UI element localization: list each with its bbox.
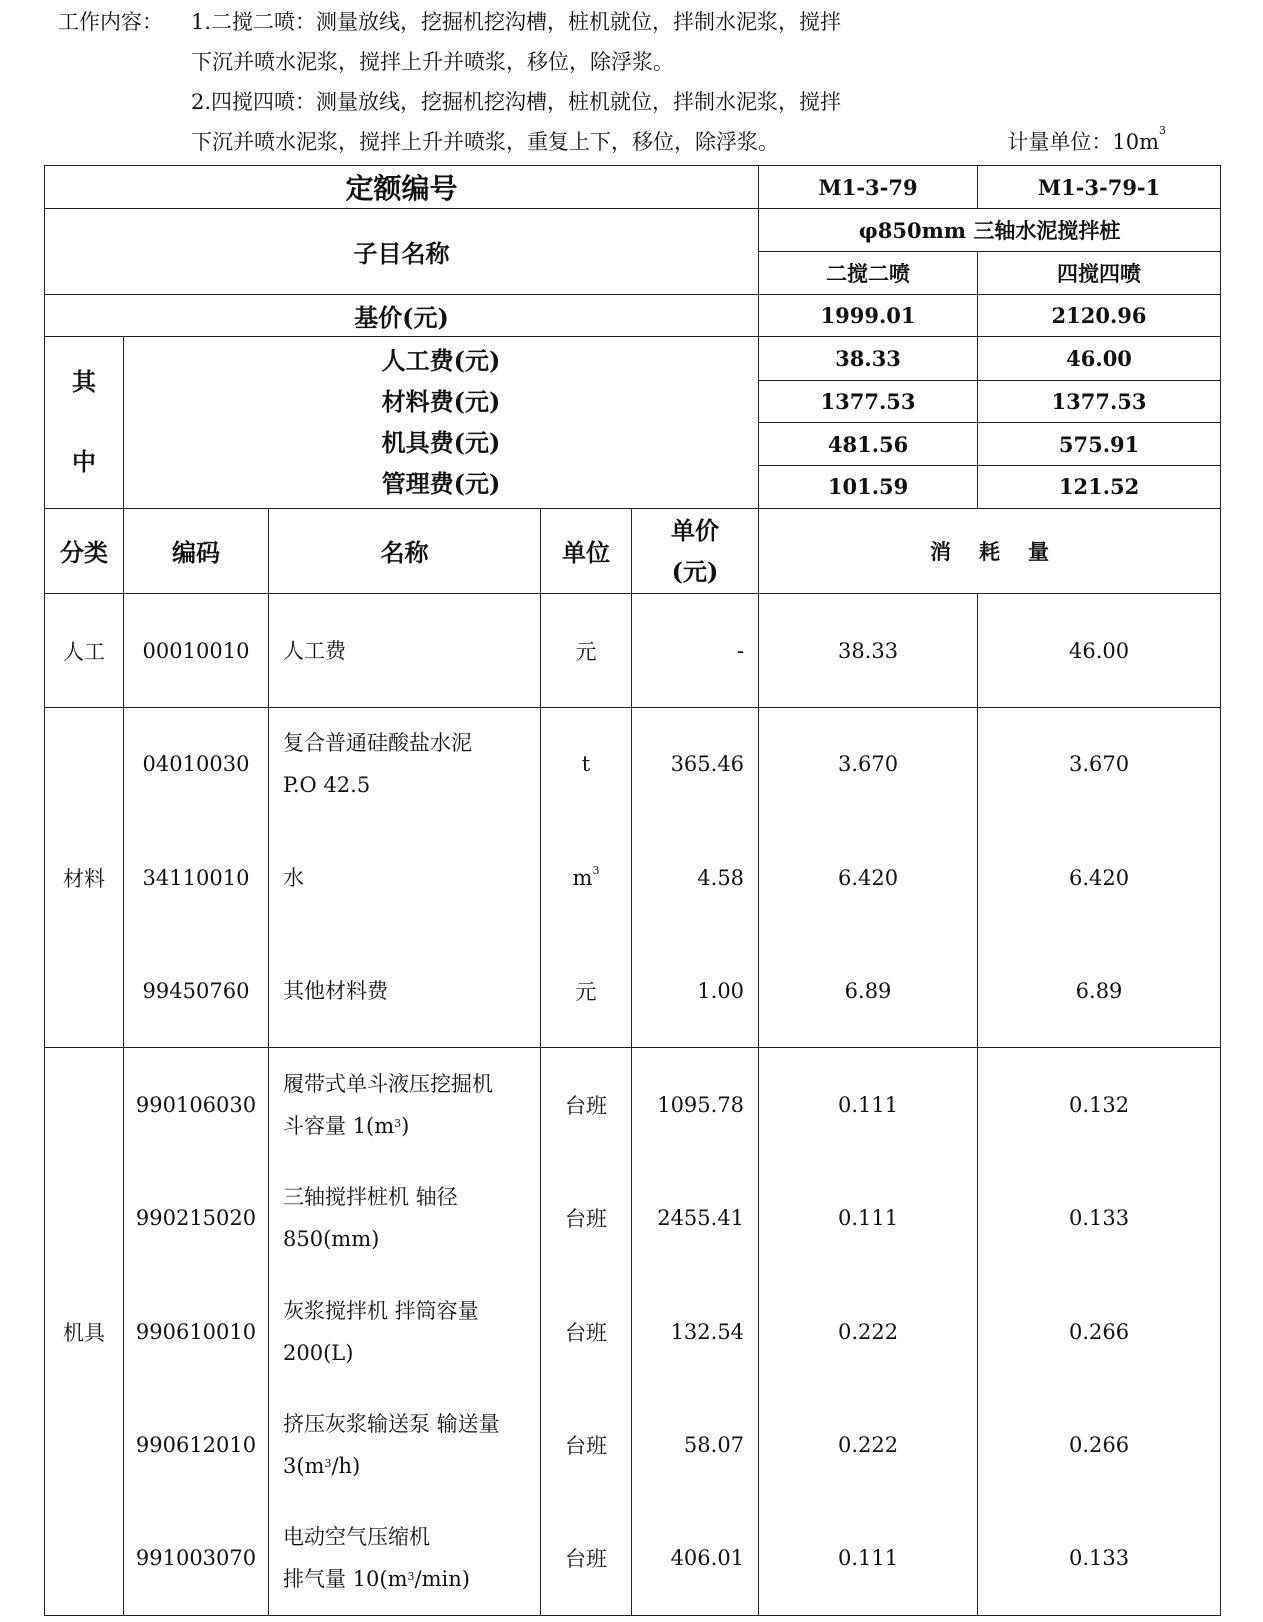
table-row	[45, 934, 1221, 1048]
row-name: 电动空气压缩机 排气量 $10(m^3/\min)$	[269, 1502, 541, 1616]
base-price-1: 1999.01	[759, 295, 978, 337]
row-name: 人工费	[269, 594, 541, 708]
table-row	[45, 1502, 1221, 1616]
breakdown-labels	[124, 337, 759, 508]
table-row	[45, 1048, 1221, 1162]
row-price: -	[632, 594, 759, 708]
row-qty-2: 0.132	[978, 1048, 1221, 1162]
row-code: 990106030	[124, 1048, 269, 1162]
qizhong-label: 其 中	[45, 337, 124, 508]
management-fee-2: 121.52	[978, 466, 1221, 508]
table-row	[45, 1388, 1221, 1502]
machine-fee-1: 481.56	[759, 422, 978, 465]
row-price: 1095.78	[632, 1048, 759, 1162]
item-name-label: 子目名称	[45, 209, 759, 295]
row-unit: t	[541, 707, 632, 821]
row-qty-1: 0.222	[759, 1275, 978, 1389]
row-name: 三轴搅拌桩机 轴径 850(mm)	[269, 1161, 541, 1275]
col-category: 分类	[45, 508, 124, 594]
row-code: 991003070	[124, 1502, 269, 1616]
row-qty-1: 6.89	[759, 934, 978, 1048]
base-price-label: 基价(元)	[45, 295, 759, 337]
labor-fee-label: 人工费(元)	[381, 346, 501, 376]
measure-unit: 计量单位：$10m^3$	[1007, 124, 1166, 154]
col-unit-price: 单价 (元)	[632, 508, 759, 594]
row-code: 990215020	[124, 1161, 269, 1275]
machine-fee-2: 575.91	[978, 422, 1221, 465]
row-qty-1: 0.111	[759, 1161, 978, 1275]
row-name: 其他材料费	[269, 934, 541, 1048]
labor-fee-2: 46.00	[978, 337, 1221, 380]
row-qty-2: 46.00	[978, 594, 1221, 708]
row-qty-2: 0.266	[978, 1275, 1221, 1389]
quota-code-2: M1-3-79-1	[978, 166, 1221, 209]
row-price: 365.46	[632, 707, 759, 821]
row-name: 挤压灰浆输送泵 输送量 $3(m^3/h)$	[269, 1388, 541, 1502]
row-price: 132.54	[632, 1275, 759, 1389]
item-sub-name-1: 二搅二喷	[759, 251, 978, 294]
row-code: 990612010	[124, 1388, 269, 1502]
row-price: 2455.41	[632, 1161, 759, 1275]
work-content-line-1: 1.二搅二喷：测量放线，挖掘机挖沟槽，桩机就位，拌制水泥浆，搅拌	[191, 10, 842, 34]
row-price: 406.01	[632, 1502, 759, 1616]
row-unit: 台班	[541, 1388, 632, 1502]
row-price: 58.07	[632, 1388, 759, 1502]
row-unit: $m^3$	[541, 821, 632, 935]
row-code: 990610010	[124, 1275, 269, 1389]
quota-no-label: 定额编号	[45, 166, 759, 209]
work-content-label: 工作内容：	[58, 10, 163, 34]
row-qty-1: 0.111	[759, 1502, 978, 1616]
row-qty-1: 38.33	[759, 594, 978, 708]
material-fee-2: 1377.53	[978, 380, 1221, 422]
labor-fee-1: 38.33	[759, 337, 978, 380]
table-row	[45, 1161, 1221, 1275]
item-group-name: φ850mm 三轴水泥搅拌桩	[759, 209, 1221, 251]
col-unit: 单位	[541, 508, 632, 594]
row-unit: 台班	[541, 1502, 632, 1616]
work-content-line-3: 2.四搅四喷：测量放线，挖掘机挖沟槽，桩机就位，拌制水泥浆，搅拌	[191, 90, 842, 114]
row-code: 34110010	[124, 821, 269, 935]
machine-fee-label: 机具费(元)	[381, 428, 501, 458]
category-labor: 人工	[45, 594, 124, 708]
row-unit: 台班	[541, 1048, 632, 1162]
row-qty-2: 6.420	[978, 821, 1221, 935]
row-name: 履带式单斗液压挖掘机 斗容量 $1(m^3)$	[269, 1048, 541, 1162]
work-content-line-4: 下沉并喷水泥浆，搅拌上升并喷浆，重复上下，移位，除浮浆。	[191, 130, 779, 154]
col-name: 名称	[269, 508, 541, 594]
row-qty-2: 6.89	[978, 934, 1221, 1048]
row-qty-1: 3.670	[759, 707, 978, 821]
table-row	[45, 707, 1221, 821]
row-unit: 元	[541, 594, 632, 708]
category-material: 材料	[45, 707, 124, 1048]
row-qty-1: 6.420	[759, 821, 978, 935]
row-unit: 元	[541, 934, 632, 1048]
category-machine: 机具	[45, 1048, 124, 1616]
quota-code-1: M1-3-79	[759, 166, 978, 209]
row-code: 99450760	[124, 934, 269, 1048]
row-price: 4.58	[632, 821, 759, 935]
col-consumption: 消耗量	[759, 508, 1221, 594]
management-fee-1: 101.59	[759, 466, 978, 508]
row-qty-1: 0.222	[759, 1388, 978, 1502]
management-fee-label: 管理费(元)	[381, 469, 501, 499]
row-price: 1.00	[632, 934, 759, 1048]
row-qty-2: 0.133	[978, 1502, 1221, 1616]
row-qty-2: 0.133	[978, 1161, 1221, 1275]
row-code: 00010010	[124, 594, 269, 708]
row-unit: 台班	[541, 1161, 632, 1275]
row-qty-1: 0.111	[759, 1048, 978, 1162]
material-fee-1: 1377.53	[759, 380, 978, 422]
row-qty-2: 0.266	[978, 1388, 1221, 1502]
col-code: 编码	[124, 508, 269, 594]
row-name: 水	[269, 821, 541, 935]
table-row	[45, 594, 1221, 708]
table-row	[45, 821, 1221, 935]
base-price-2: 2120.96	[978, 295, 1221, 337]
item-sub-name-2: 四搅四喷	[978, 251, 1221, 294]
row-code: 04010030	[124, 707, 269, 821]
row-unit: 台班	[541, 1275, 632, 1389]
table-row	[45, 1275, 1221, 1389]
row-name: 灰浆搅拌机 拌筒容量 200(L)	[269, 1275, 541, 1389]
row-qty-2: 3.670	[978, 707, 1221, 821]
row-name: 复合普通硅酸盐水泥 P.O 42.5	[269, 707, 541, 821]
material-fee-label: 材料费(元)	[381, 387, 501, 417]
quota-table	[44, 165, 1221, 1616]
work-content-line-2: 下沉并喷水泥浆，搅拌上升并喷浆，移位，除浮浆。	[191, 50, 674, 74]
